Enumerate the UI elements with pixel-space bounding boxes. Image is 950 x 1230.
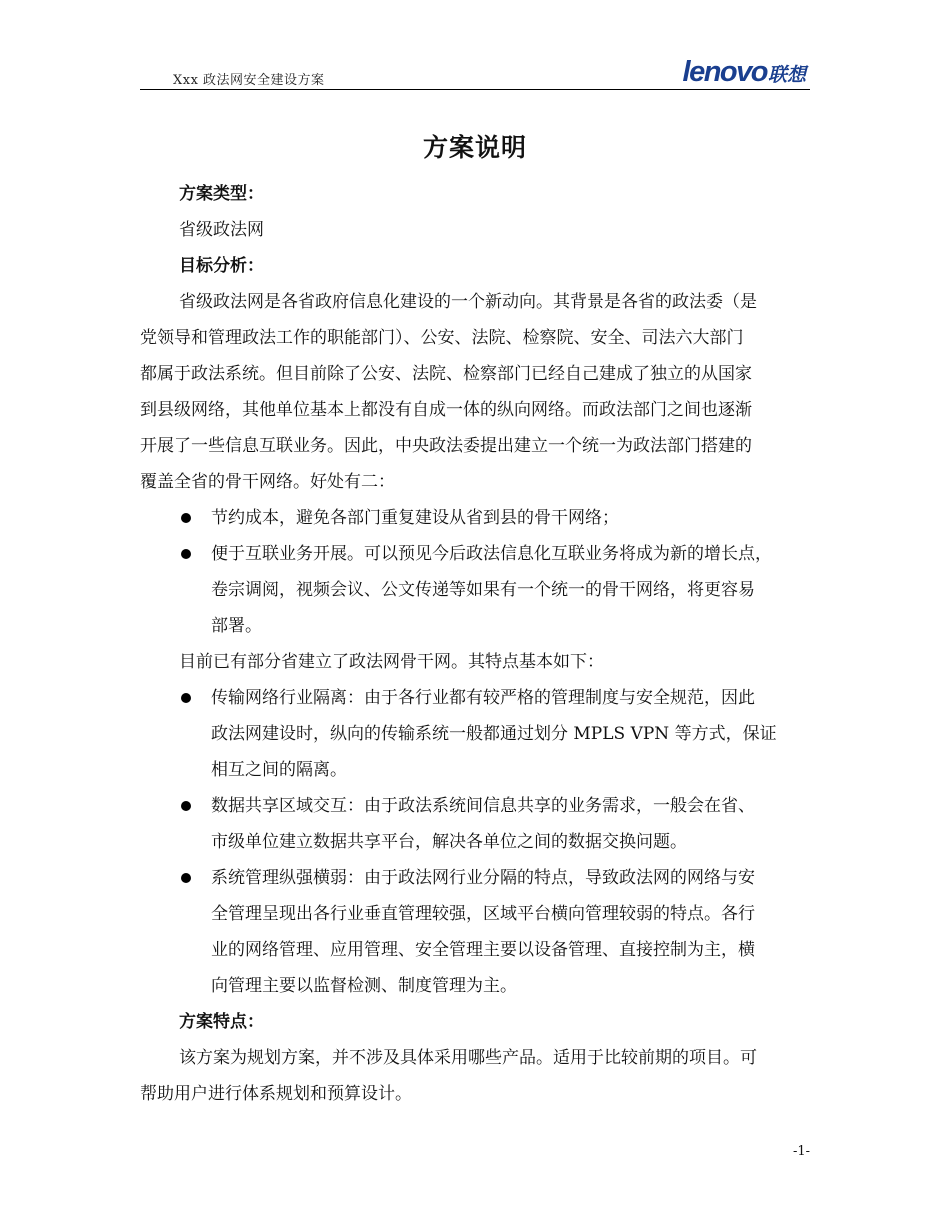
analysis-paragraph <box>140 284 810 500</box>
page-header <box>140 56 810 90</box>
list-item-text: 市级单位建立数据共享平台，解决各单位之间的数据交换问题。 <box>211 832 687 852</box>
list-item-text: 相互之间的隔离。 <box>211 760 347 780</box>
type-value: 省级政法网 <box>179 220 264 240</box>
page-number: -1- <box>792 1144 810 1159</box>
paragraph-line: 党领导和管理政法工作的职能部门）、公安、法院、检察院、安全、司法六大部门 <box>140 328 744 348</box>
list-item-text: 系统管理纵强横弱：由于政法网行业分隔的特点，导致政法网的网络与安 <box>211 868 755 888</box>
bullet-icon <box>181 549 191 559</box>
list-item <box>140 680 810 788</box>
benefits-list <box>140 500 810 644</box>
paragraph-line: 开展了一些信息互联业务。因此，中央政法委提出建立一个统一为政法部门搭建的 <box>140 436 752 456</box>
current-intro: 目前已有部分省建立了政法网骨干网。其特点基本如下： <box>179 652 604 672</box>
section-heading-analysis: 目标分析： <box>179 256 264 276</box>
list-item-text: 业的网络管理、应用管理、安全管理主要以设备管理、直接控制为主，横 <box>211 940 755 960</box>
features-list <box>140 680 810 1004</box>
list-item-text: 节约成本，避免各部门重复建设从省到县的骨干网络； <box>211 508 619 528</box>
list-item <box>140 500 810 536</box>
bullet-icon <box>181 801 191 811</box>
list-item-text: 全管理呈现出各行业垂直管理较强，区域平台横向管理较弱的特点。各行 <box>211 904 755 924</box>
list-item-text: 卷宗调阅，视频会议、公文传递等如果有一个统一的骨干网络，将更容易 <box>211 580 755 600</box>
list-item-text: 政法网建设时，纵向的传输系统一般都通过划分 MPLS VPN 等方式，保证 <box>211 724 777 744</box>
paragraph-line: 覆盖全省的骨干网络。好处有二： <box>140 472 395 492</box>
section-heading-type: 方案类型： <box>179 184 264 204</box>
document-title: 方案说明 <box>422 133 527 162</box>
header-title: Xxx 政法网安全建设方案 <box>173 73 325 88</box>
list-item <box>140 788 810 860</box>
logo-word: lenovo <box>682 56 767 88</box>
paragraph-line: 该方案为规划方案，并不涉及具体采用哪些产品。适用于比较前期的项目。可 <box>179 1048 757 1068</box>
list-item <box>140 536 810 644</box>
bullet-icon <box>181 873 191 883</box>
paragraph-line: 到县级网络，其他单位基本上都没有自成一体的纵向网络。而政法部门之间也逐渐 <box>140 400 752 420</box>
list-item <box>140 860 810 1004</box>
list-item-text: 传输网络行业隔离：由于各行业都有较严格的管理制度与安全规范，因此 <box>211 688 755 708</box>
list-item-text: 便于互联业务开展。可以预见今后政法信息化互联业务将成为新的增长点， <box>211 544 772 564</box>
bullet-icon <box>181 513 191 523</box>
paragraph-line: 省级政法网是各省政府信息化建设的一个新动向。其背景是各省的政法委（是 <box>179 292 757 312</box>
document-body <box>140 176 810 1112</box>
logo-cn: 联想 <box>767 64 806 86</box>
bullet-icon <box>181 693 191 703</box>
list-item-text: 部署。 <box>211 616 262 636</box>
paragraph-line: 帮助用户进行体系规划和预算设计。 <box>140 1084 412 1104</box>
paragraph-line: 都属于政法系统。但目前除了公安、法院、检察部门已经自己建成了独立的从国家 <box>140 364 752 384</box>
list-item-text: 数据共享区域交互：由于政法系统间信息共享的业务需求，一般会在省、 <box>211 796 755 816</box>
section-heading-features: 方案特点： <box>179 1012 264 1032</box>
features-paragraph <box>140 1040 810 1112</box>
lenovo-logo <box>683 56 806 86</box>
list-item-text: 向管理主要以监督检测、制度管理为主。 <box>211 976 517 996</box>
